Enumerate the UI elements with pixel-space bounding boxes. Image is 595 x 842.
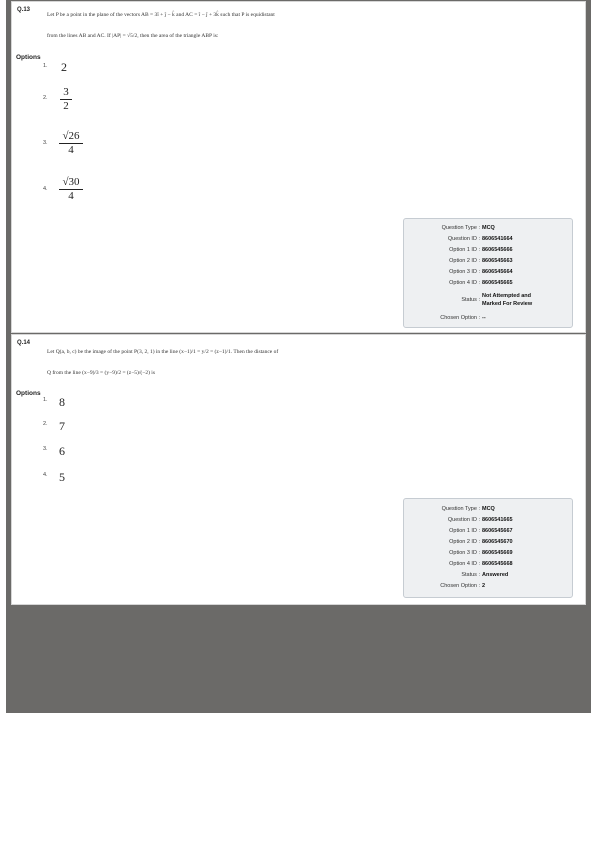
info-chosen-option: Chosen Option : 2 [440,583,486,589]
option-3-fraction [59,131,83,156]
options-label: Options [16,54,41,61]
option-4-denominator: 4 [68,190,74,202]
question-info-box [403,498,573,598]
question-number: Q.14 [17,340,31,346]
question-number: Q.13 [17,7,31,13]
info-status: Status : Answered [461,572,509,578]
option-2-fraction [60,87,72,112]
option-1-number: 1. [43,63,48,69]
option-4-numerator: √30 [62,176,80,188]
info-option-3-id: Option 3 ID : 8606545669 [449,550,513,556]
option-3-denominator: 4 [68,144,74,156]
info-question-type: Question Type : MCQ [441,506,495,512]
option-4-fraction [59,177,83,202]
info-option-2-id: Option 2 ID : 8606545670 [449,539,513,545]
info-option-3-id: Option 3 ID : 8606545664 [449,269,513,275]
info-question-id: Question ID : 8606541664 [447,236,513,242]
option-3-numerator: √26 [62,130,80,142]
question-info-box [403,218,573,328]
option-1-value: 8 [59,395,65,409]
option-4-number: 4. [43,186,48,192]
info-option-4-id: Option 4 ID : 8606545665 [449,280,513,286]
option-1-number: 1. [43,397,48,403]
option-2-number: 2. [43,421,48,427]
info-option-2-id: Option 2 ID : 8606545663 [449,258,513,264]
options-label: Options [16,390,41,397]
option-2-number: 2. [43,95,48,101]
option-2-numerator: 3 [63,86,69,98]
info-option-1-id: Option 1 ID : 8606545666 [449,247,513,253]
option-4-number: 4. [43,472,48,478]
option-2-denominator: 2 [63,100,69,112]
info-option-1-id: Option 1 ID : 8606545667 [449,528,513,534]
info-chosen-option: Chosen Option : -- [440,315,486,321]
question-text-line-1: Let Q(a, b, c) be the image of the point P(3, 2, 1) in the line (x−1)/1 = y/2 = (z−1)/1. Then the distance of [47,349,279,355]
info-question-id: Question ID : 8606541665 [447,517,513,523]
info-question-type: Question Type : MCQ [441,225,495,231]
option-3-number: 3. [43,140,48,146]
question-text-line-2: Q from the line (x−9)/3 = (y−9)/2 = (z−5)/(−2) is [47,370,155,376]
question-panel-14 [11,334,586,605]
option-4-value: 5 [59,470,65,484]
info-option-4-id: Option 4 ID : 8606545668 [449,561,513,567]
option-3-value: 6 [59,444,65,458]
question-text-line-2: from the lines AB and AC. If |AP| = √5/2, then the area of the triangle ABP is: [47,33,219,39]
option-3-number: 3. [43,446,48,452]
info-status: Status : Not Attempted and Marked For Review [461,293,533,307]
option-1-value: 2 [61,60,67,74]
question-text-line-1: Let P be a point in the plane of the vectors AB = 3î + ĵ − k̂ and AC = î − ĵ + 3k̂ such that P is equidistant [47,12,275,18]
question-panel-13 [11,1,586,333]
option-2-value: 7 [59,419,65,433]
